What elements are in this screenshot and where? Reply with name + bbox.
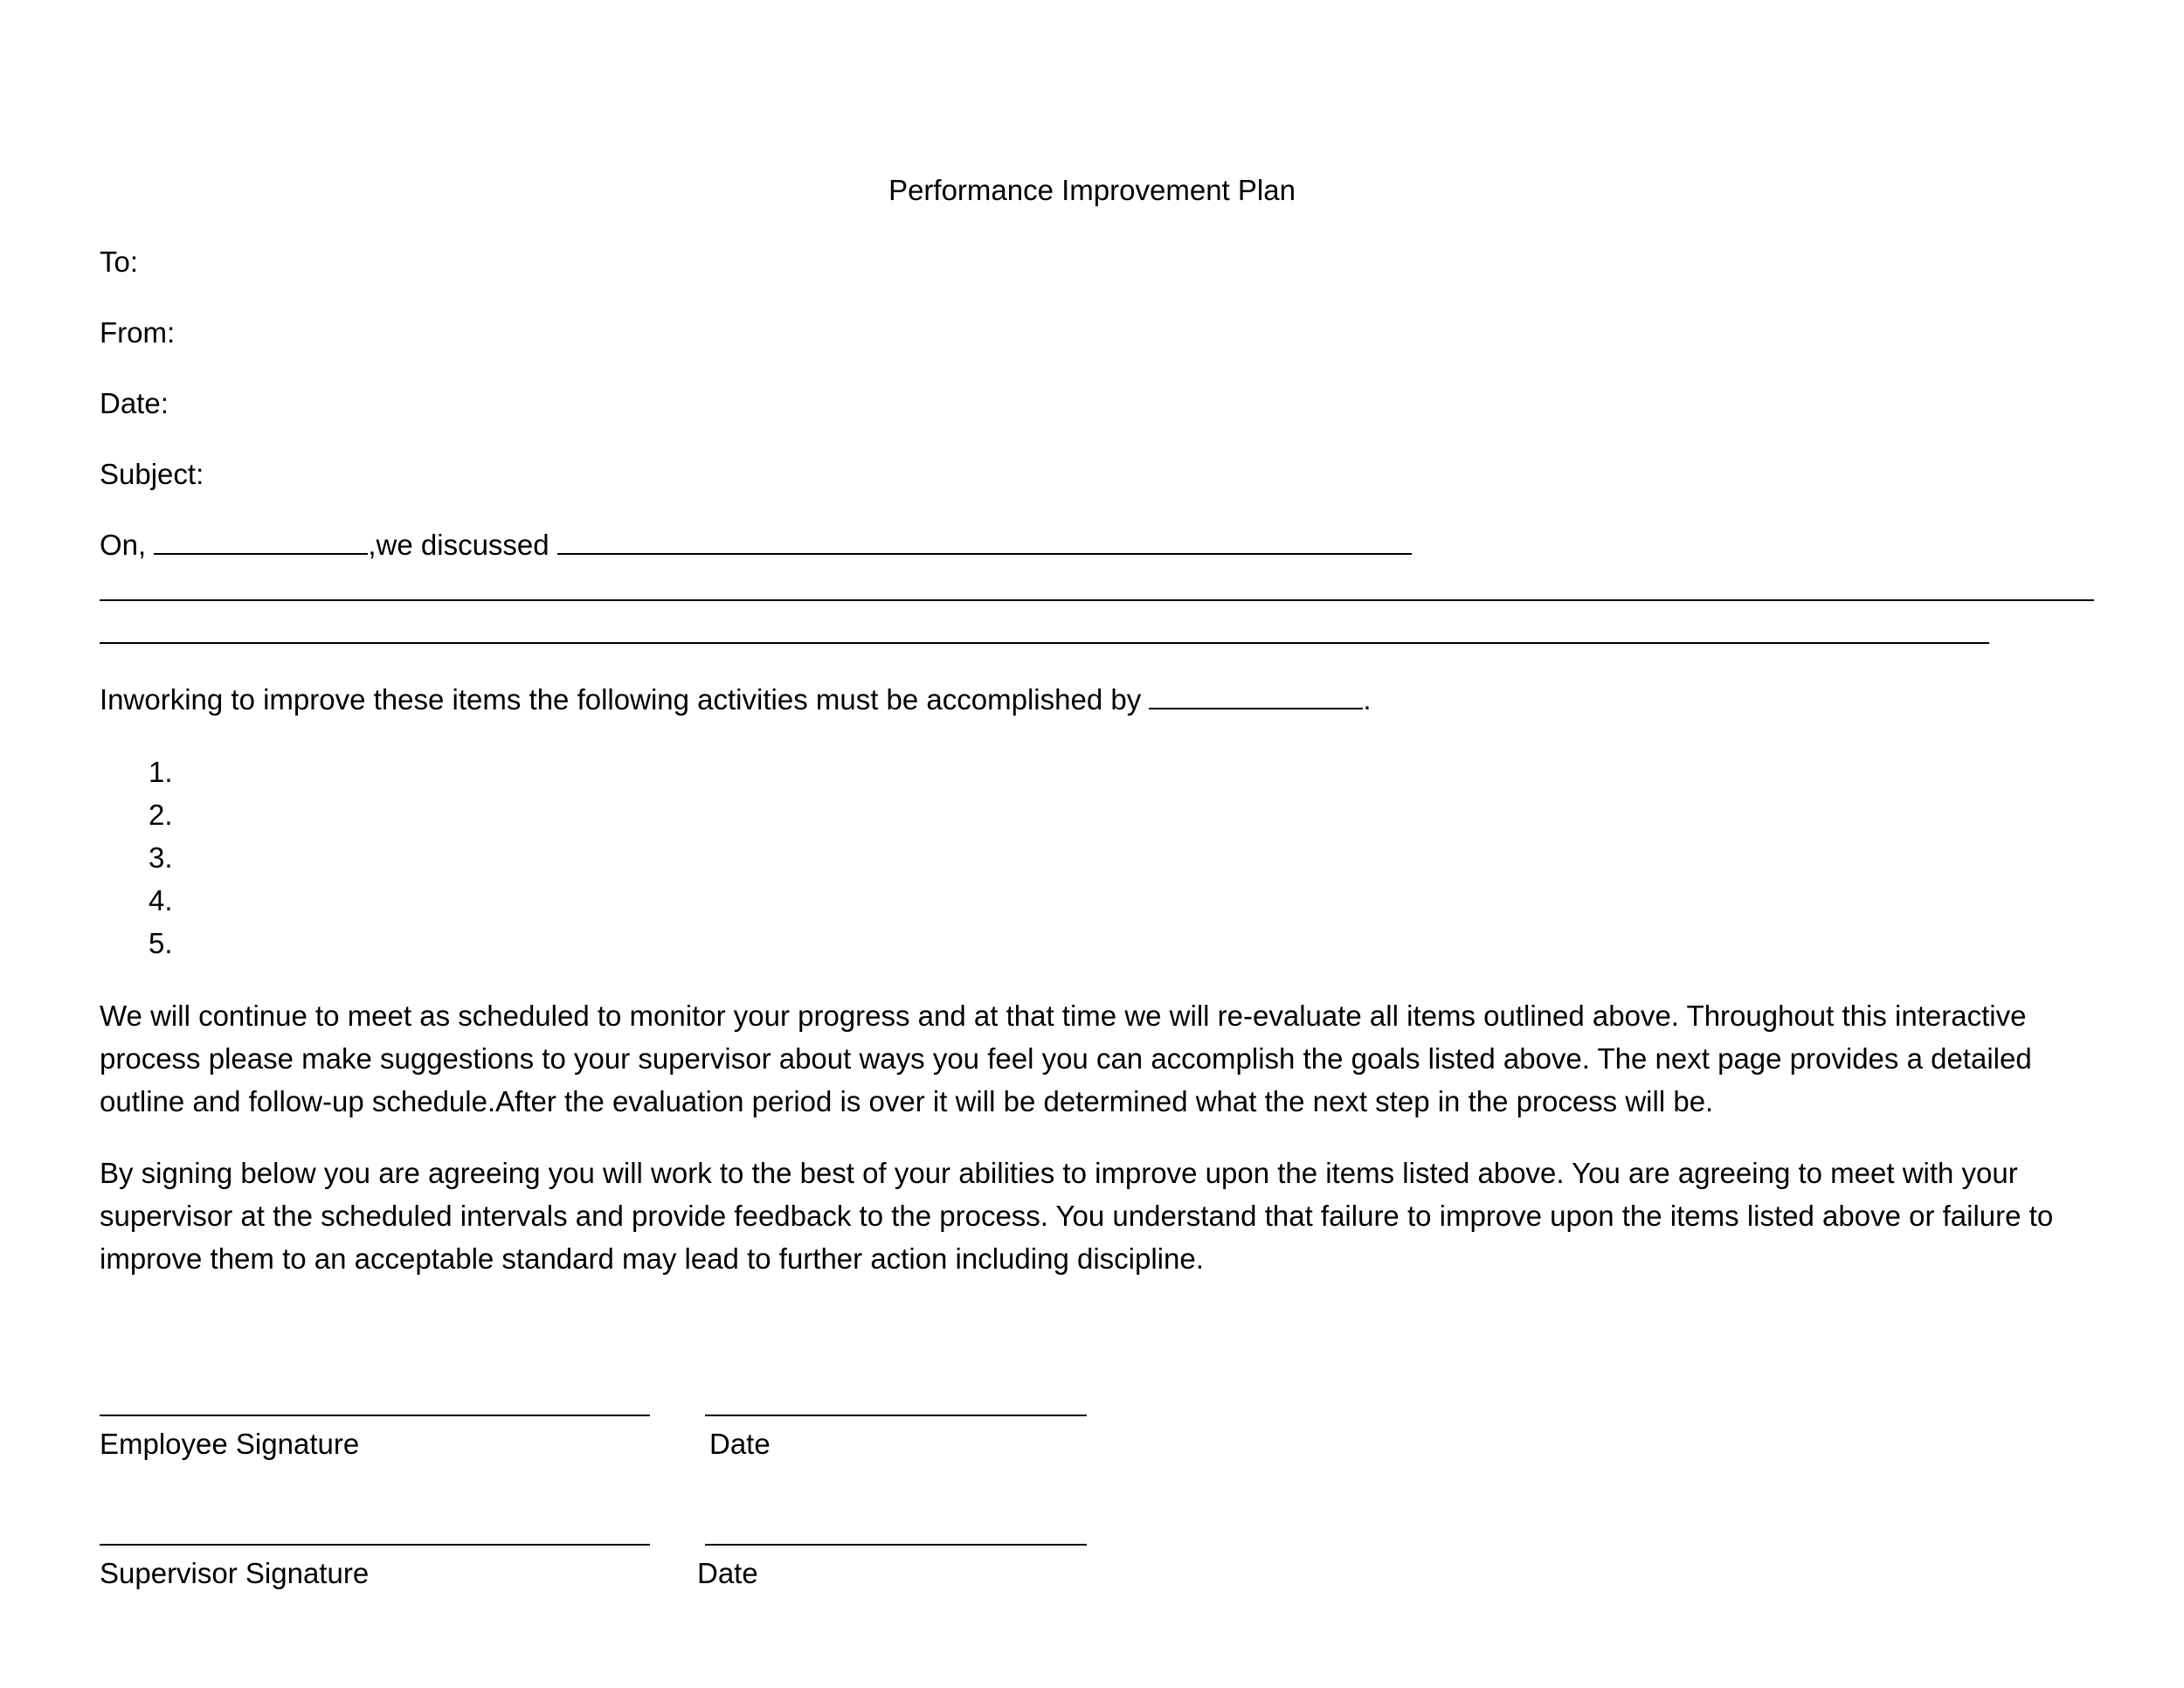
agreement-paragraph: By signing below you are agreeing you will work to the best of your abilities to improve upon the items listed above. You are agreeing to meet with your supervisor at the scheduled intervals and provide feedback to the process. You understand that failure to improve upon the items listed above or failure to improve them to an acceptable standard may lead to further action including discipline. bbox=[100, 1157, 2054, 1275]
monitoring-paragraph: We will continue to meet as scheduled to monitor your progress and at that time we will re-evaluate all items outlined above. Throughout this interactive process please make suggestions to your supervisor about ways you feel you can accomplish the goals listed above. The next page provides a detailed outline and follow-up schedule.After the evaluation period is over it will be determined what the next step in the process will be. bbox=[100, 1000, 2032, 1117]
discussion-topic-blank[interactable] bbox=[557, 530, 1412, 555]
supervisor-signature-label: Supervisor Signature bbox=[100, 1557, 370, 1589]
discussion-blank-line-1[interactable] bbox=[100, 599, 2094, 601]
list-item: 2. bbox=[149, 799, 173, 831]
employee-date-label: Date bbox=[709, 1428, 771, 1460]
activities-intro-text: Inworking to improve these items the following activities must be accomplished by bbox=[100, 683, 1142, 716]
list-item: 4. bbox=[149, 884, 173, 917]
subject-label: Subject: bbox=[100, 458, 204, 490]
supervisor-date-line[interactable] bbox=[705, 1544, 1087, 1546]
supervisor-signature-line[interactable] bbox=[100, 1544, 650, 1546]
list-item: 3. bbox=[149, 841, 173, 874]
from-label: From: bbox=[100, 316, 176, 349]
employee-date-line[interactable] bbox=[705, 1415, 1087, 1416]
discussion-line bbox=[100, 528, 1412, 563]
activities-intro bbox=[100, 682, 1372, 717]
activities-intro-suffix: . bbox=[1363, 683, 1372, 716]
list-item: 1. bbox=[149, 756, 173, 788]
discussion-prefix: On, bbox=[100, 529, 147, 561]
employee-signature-label: Employee Signature bbox=[100, 1428, 360, 1460]
supervisor-date-label: Date bbox=[697, 1557, 758, 1589]
discussion-blank-line-2[interactable] bbox=[100, 642, 1989, 644]
employee-signature-line[interactable] bbox=[100, 1415, 650, 1416]
activities-deadline-blank[interactable] bbox=[1149, 685, 1363, 709]
to-label: To: bbox=[100, 246, 139, 278]
date-label: Date: bbox=[100, 387, 169, 419]
discussion-date-blank[interactable] bbox=[154, 530, 368, 555]
activity-list bbox=[149, 751, 173, 965]
page-title: Performance Improvement Plan bbox=[888, 174, 1296, 206]
list-item: 5. bbox=[149, 927, 173, 959]
discussion-middle: ,we discussed bbox=[368, 529, 549, 561]
